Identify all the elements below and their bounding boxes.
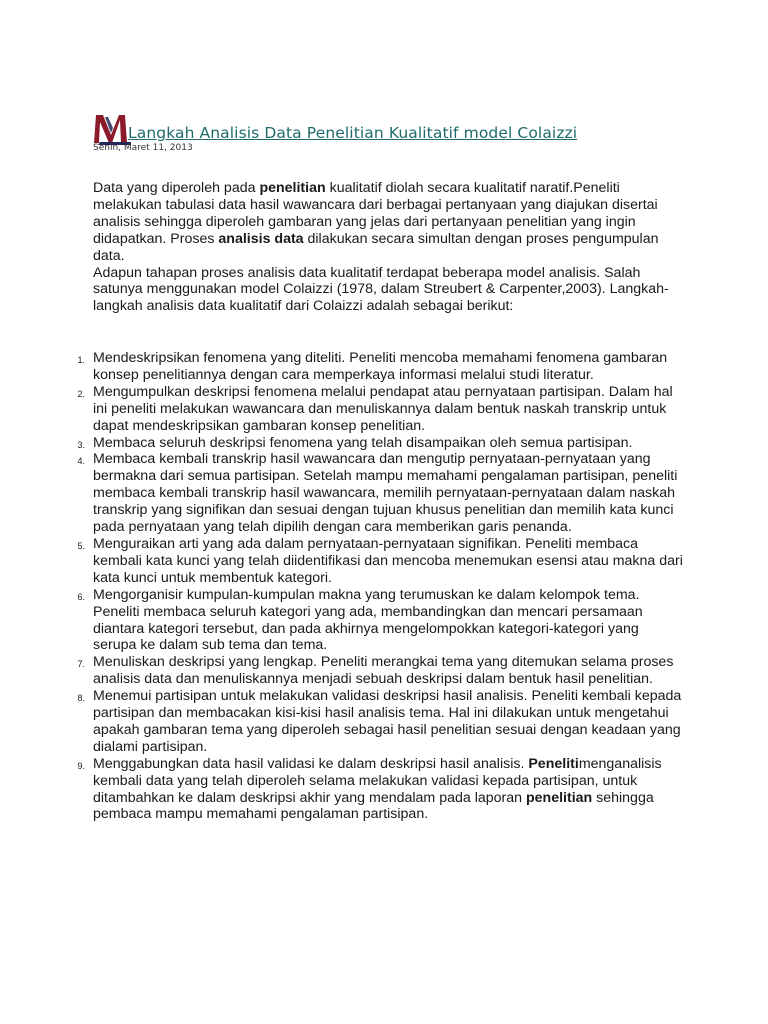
blog-logo	[92, 112, 132, 146]
list-item-text: Mengumpulkan deskripsi fenomena melalui pendapat atau pernyataan partisipan. Dalam hal ini peneliti melakukan wawancara dan menuliskannya dalam bentuk naskah transkrip untuk dapat mendeskripsikan gambaran konsep penelitian.	[93, 383, 673, 434]
title-row	[92, 110, 577, 146]
list-item-text: Mendeskripsikan fenomena yang diteliti. Peneliti mencoba memahami fenomena gambaran konsep penelitiannya dengan cara memperkaya informasi melalui studi literatur.	[93, 350, 668, 383]
list-number: 7.	[77, 659, 85, 670]
post-title-link[interactable]: Langkah Analisis Data Penelitian Kualitatif model Colaizzi	[128, 124, 578, 142]
list-number: 2.	[77, 388, 85, 399]
list-number: 5.	[77, 540, 85, 551]
list-item-text: Menemui partisipan untuk melakukan validasi deskripsi hasil analisis. Peneliti kembali kepada partisipan dan membacakan kisi-kisi hasil analisis tema. Hal ini dilakukan untuk mengetahui apakah gambaran tema yang diperoleh sebagai hasil penelitian sesuai dengan keadaan yang dialami partisipan.	[93, 688, 682, 755]
list-number: 6.	[77, 591, 85, 602]
list-item	[77, 434, 683, 452]
intro-paragraph-2: Adapun tahapan proses analisis data kualitatif terdapat beberapa model analisis. Salah satunya menggunakan model Colaizzi (1978, dalam Streubert & Carpenter,2003). Langkah-langkah analisis data kualitatif dari Colaizzi adalah sebagai berikut:	[93, 264, 669, 315]
list-item	[77, 383, 683, 435]
list-item	[77, 451, 683, 536]
post-date: Senin, Maret 11, 2013	[93, 143, 193, 153]
list-item-text: Mengorganisir kumpulan-kumpulan makna yang terumuskan ke dalam kelompok tema. Peneliti membaca seluruh kategori yang ada, membandingkan dan mencari persamaan diantara kategori tersebut, dan pada akhirnya mengelompokkan kategori-kategori yang serupa ke dalam sub tema dan tema.	[93, 586, 643, 654]
list-item	[77, 755, 683, 824]
list-item	[77, 586, 683, 655]
intro-paragraph-1: Data yang diperoleh pada penelitian kualitatif diolah secara kualitatif naratif.Peneliti melakukan tabulasi data hasil wawancara dari berbagai pertanyaan yang diajukan disertai analisis sehingga diperoleh gambaran yang jelas dari pertanyaan penelitian yang ingin didapatkan. Proses analisis data dilakukan secara simultan dengan proses pengumpulan data.	[93, 180, 659, 264]
list-number: 8.	[77, 693, 85, 704]
list-number: 1.	[77, 355, 85, 365]
list-item-text: Menggabungkan data hasil validasi ke dalam deskripsi hasil analisis. Penelitimenganalisis kembali data yang telah diperoleh selama melakukan validasi kepada partisipan, untuk ditambahkan ke dalam deskripsi akhir yang mendalam pada laporan penelitian sehingga pembaca mampu memahami pengalaman partisipan.	[93, 755, 662, 823]
list-item	[77, 654, 683, 688]
intro-text	[93, 180, 683, 315]
list-item-text: Menguraikan arti yang ada dalam pernyataan-pernyataan signifikan. Peneliti membaca kembali kata kunci yang telah diidentifikasi dan mencoba menemukan esensi atau makna dari kata kunci untuk membentuk kategori.	[93, 535, 683, 586]
list-item-text: Menuliskan deskripsi yang lengkap. Peneliti merangkai tema yang ditemukan selama proses analisis data dan menuliskannya menjadi sebuah deskripsi dalam bentuk hasil penelitian.	[93, 654, 674, 688]
list-item-text: Membaca kembali transkrip hasil wawancara dan mengutip pernyataan-pernyataan yang bermakna dari semua partisipan. Setelah mampu memahami pengalaman partisipan, peneliti membaca kembali transkrip hasil wawancara, memilih pernyataan-pernyataan dalam naskah transkrip yang signifikan dan sesuai dengan tujuan khusus penelitian dan memilih kata kunci pada pernyataan yang telah dipilih dengan cara memberikan garis penanda.	[93, 451, 678, 536]
list-item-text: Membaca seluruh deskripsi fenomena yang telah disampaikan oleh semua partisipan.	[93, 434, 633, 451]
list-item	[77, 535, 683, 587]
list-number: 4.	[77, 456, 85, 467]
colaizzi-steps-list	[77, 350, 683, 823]
list-number: 9.	[77, 760, 85, 771]
list-item	[77, 350, 683, 384]
list-number: 3.	[77, 439, 85, 450]
list-item	[77, 688, 683, 756]
